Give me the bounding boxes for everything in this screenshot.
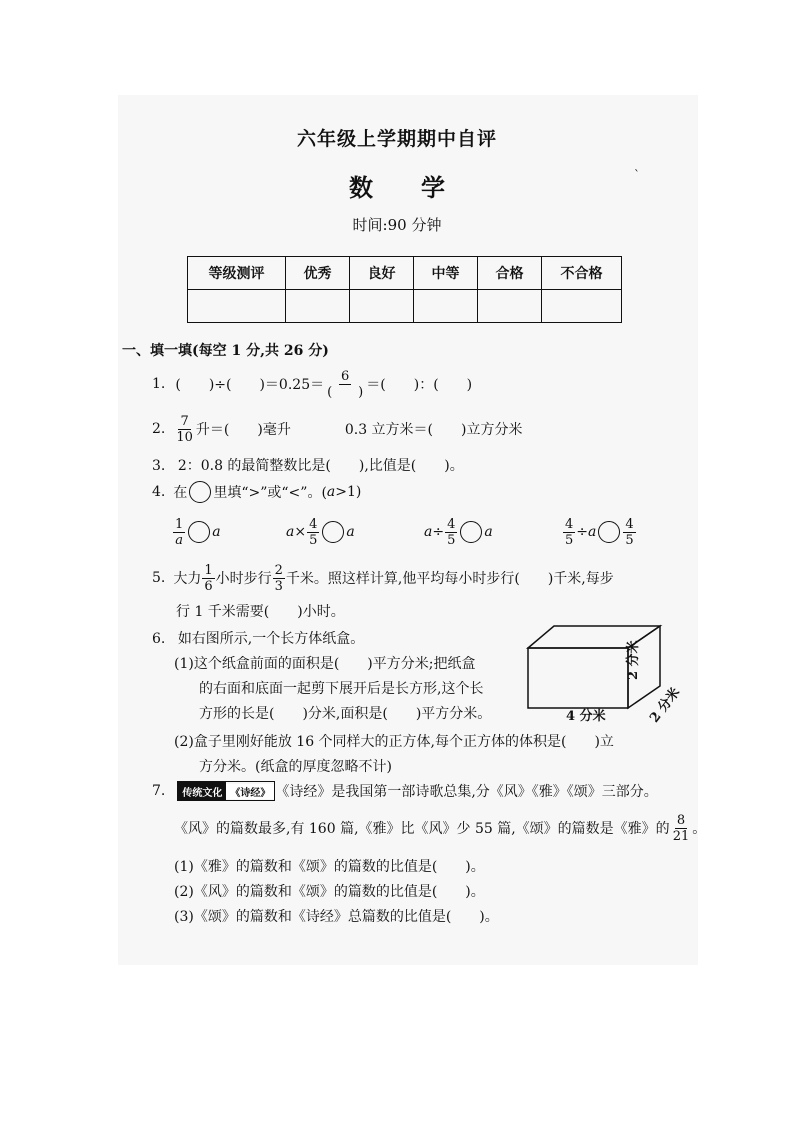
fraction — [623, 518, 635, 547]
fraction-denominator: 5 — [447, 532, 456, 548]
grade-header-cell: 等级测评 — [188, 257, 286, 290]
question-2-part1: 升＝( )毫升 — [195, 422, 291, 438]
fraction-numerator: 1 — [175, 516, 184, 532]
question-7-sub1: (1)《雅》的篇数和《颂》的篇数的比值是( )。 — [174, 859, 485, 875]
culture-badge-label: 传统文化 — [178, 782, 226, 800]
question-number: 1. — [152, 376, 166, 392]
question-7-line2 — [174, 810, 706, 846]
culture-badge — [177, 781, 275, 801]
grade-blank-cell[interactable] — [286, 290, 350, 323]
variable-a: a — [346, 524, 355, 540]
fraction-numerator: 8 — [676, 812, 686, 828]
box-width-label: 2 分米 — [647, 685, 684, 726]
question-4-intro-a: 在 — [173, 485, 188, 501]
grade-header-cell: 良好 — [350, 257, 414, 290]
fraction-numerator: 4 — [565, 516, 574, 532]
question-6-sub1-line3: 方形的长是( )分米,面积是( )平方分米。 — [199, 706, 492, 722]
fraction-denominator: ( ) — [327, 384, 364, 400]
variable-a: a — [424, 524, 433, 540]
fraction — [174, 415, 195, 444]
comparison-2 — [286, 514, 355, 550]
question-1-part1: ( )÷( )＝0.25＝ — [175, 377, 325, 393]
question-7-sub2: (2)《风》的篇数和《颂》的篇数的比值是( )。 — [174, 884, 485, 900]
fraction — [202, 564, 214, 593]
divide-sign: ÷ — [432, 524, 445, 540]
times-sign: × — [294, 524, 307, 540]
section-heading: 一、填一填(每空 1 分,共 26 分) — [122, 343, 329, 359]
compare-circle-icon[interactable] — [598, 521, 620, 543]
exam-title: 六年级上学期期中自评 — [296, 128, 497, 150]
divide-sign: ÷ — [576, 524, 589, 540]
fraction — [307, 518, 319, 547]
question-5-part1: 大力 — [173, 571, 202, 587]
fraction-numerator: 4 — [625, 516, 634, 532]
grade-blank-cell[interactable] — [542, 290, 622, 323]
compare-circle-icon[interactable] — [322, 521, 344, 543]
question-2 — [152, 412, 522, 446]
compare-circle-icon[interactable] — [188, 521, 210, 543]
question-2-part2: 0.3 立方米＝( )立方分米 — [344, 422, 523, 438]
question-6-sub1-line1: (1)这个纸盒前面的面积是( )平方分米;把纸盒 — [174, 656, 476, 672]
grade-header-cell: 不合格 — [542, 257, 622, 290]
question-6 — [152, 628, 364, 648]
fraction-numerator: 1 — [204, 562, 213, 578]
question-7-line2-text: 《风》的篇数最多,有 160 篇,《雅》比《风》少 55 篇,《颂》的篇数是《雅》的 — [174, 821, 670, 837]
question-1 — [152, 368, 472, 400]
question-4-intro-b: 里填“>”或“<”。( — [213, 485, 327, 501]
exam-time: 时间:90 分钟 — [352, 216, 442, 234]
grade-blank-cell[interactable] — [188, 290, 286, 323]
fraction-numerator: 2 — [274, 562, 283, 578]
box-length-label: 4 分米 — [566, 709, 606, 724]
fraction-numerator: 7 — [180, 413, 189, 429]
question-7-line2-end: 。 — [692, 821, 707, 837]
question-number: 2. — [152, 421, 166, 437]
question-number: 5. — [152, 570, 166, 586]
fraction — [273, 564, 285, 593]
question-6-intro: 如右图所示,一个长方体纸盒。 — [177, 631, 365, 647]
question-number: 7. — [152, 783, 166, 799]
comparison-1 — [172, 514, 221, 550]
fraction — [671, 814, 692, 843]
fraction-numerator: 4 — [447, 516, 456, 532]
grade-header-cell: 优秀 — [286, 257, 350, 290]
fraction — [173, 518, 185, 547]
question-6-sub1-line2: 的右面和底面一起剪下展开后是长方形,这个长 — [199, 681, 484, 697]
variable-a: a — [286, 524, 295, 540]
grade-table-blank-row — [188, 290, 622, 323]
question-7-line1: 《诗经》是我国第一部诗歌总集,分《风》《雅》《颂》三部分。 — [275, 784, 658, 800]
fraction-denominator: 5 — [565, 532, 574, 548]
question-5-part2: 小时步行 — [215, 571, 272, 587]
question-4-variable: a — [326, 484, 336, 500]
box-height-label: 2 分米 — [626, 640, 641, 680]
cuboid-front-face — [528, 648, 628, 708]
fraction-denominator: 3 — [274, 578, 283, 594]
question-7-sub3: (3)《颂》的篇数和《诗经》总篇数的比值是( )。 — [174, 909, 499, 925]
question-6-sub2-line2: 方分米。(纸盒的厚度忽略不计) — [199, 759, 392, 775]
fraction — [445, 518, 457, 547]
grade-blank-cell[interactable] — [350, 290, 414, 323]
variable-a: a — [212, 524, 221, 540]
fraction — [325, 370, 365, 399]
fraction — [563, 518, 575, 547]
culture-badge-topic: 《诗经》 — [226, 784, 274, 799]
grade-blank-cell[interactable] — [414, 290, 478, 323]
grade-table — [187, 256, 622, 323]
grade-header-cell: 中等 — [414, 257, 478, 290]
question-number: 4. — [152, 484, 166, 500]
question-4 — [152, 480, 361, 504]
question-5 — [152, 560, 614, 596]
compare-circle-icon[interactable] — [189, 481, 211, 503]
question-6-sub2-line1: (2)盒子里刚好能放 16 个同样大的正方体,每个正方体的体积是( )立 — [174, 734, 614, 750]
fraction-denominator: 5 — [309, 532, 318, 548]
question-1-part2: ＝( )：( ) — [366, 377, 473, 393]
stray-mark: ` — [634, 168, 640, 182]
subject-title: 数 学 — [349, 174, 445, 202]
variable-a: a — [484, 524, 493, 540]
fraction-numerator: 4 — [309, 516, 318, 532]
fraction-denominator: 10 — [176, 429, 193, 445]
grade-header-cell: 合格 — [478, 257, 542, 290]
compare-circle-icon[interactable] — [460, 521, 482, 543]
fraction-denominator: 5 — [625, 532, 634, 548]
variable-a: a — [588, 524, 597, 540]
question-7 — [152, 780, 658, 802]
question-5-line2: 行 1 千米需要( )小时。 — [176, 604, 345, 620]
grade-blank-cell[interactable] — [478, 290, 542, 323]
question-5-part3: 千米。照这样计算,他平均每小时步行( )千米,每步 — [285, 571, 614, 587]
comparison-3 — [424, 514, 493, 550]
question-3-text: 2：0.8 的最简整数比是( ),比值是( )。 — [177, 458, 464, 474]
fraction-denominator: a — [175, 532, 184, 548]
grade-table-header-row — [188, 257, 622, 290]
question-3 — [152, 455, 464, 475]
question-number: 6. — [152, 631, 166, 647]
question-4-intro-c: >1) — [335, 484, 362, 500]
question-number: 3. — [152, 458, 166, 474]
fraction-denominator: 21 — [672, 828, 690, 844]
fraction-numerator: 6 — [341, 368, 350, 384]
comparison-4 — [562, 514, 637, 550]
fraction-denominator: 6 — [204, 578, 213, 594]
